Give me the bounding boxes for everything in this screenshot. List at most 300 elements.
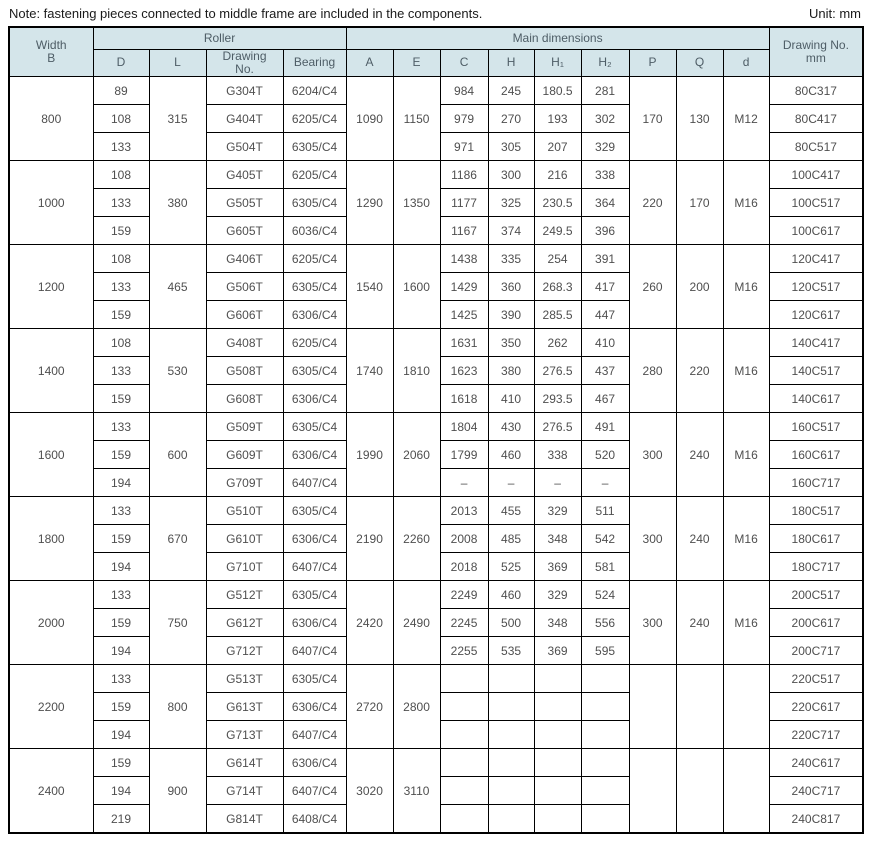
cell-c: 1177 <box>440 189 488 217</box>
cell-drawing-no: 120C417 <box>769 245 863 273</box>
cell-drawing: G814T <box>206 805 283 833</box>
cell-h2: 595 <box>581 637 629 665</box>
cell-q: 200 <box>676 245 723 329</box>
col-header-bearing: Bearing <box>283 49 346 77</box>
cell-h: 460 <box>488 581 534 609</box>
cell-h2 <box>581 665 629 693</box>
top-bar <box>8 6 862 21</box>
cell-c <box>440 777 488 805</box>
cell-l: 670 <box>149 497 206 581</box>
cell-d: 133 <box>93 133 149 161</box>
cell-d: 159 <box>93 609 149 637</box>
cell-drawing-no: 180C717 <box>769 553 863 581</box>
col-header-drawing-no: Drawing No. <box>206 49 283 77</box>
cell-h1: 207 <box>534 133 581 161</box>
cell-d: 159 <box>93 693 149 721</box>
cell-a: 3020 <box>346 749 393 833</box>
cell-c <box>440 665 488 693</box>
cell-d: 133 <box>93 189 149 217</box>
cell-d: 159 <box>93 301 149 329</box>
cell-bearing: 6305/C4 <box>283 413 346 441</box>
cell-c: 1429 <box>440 273 488 301</box>
cell-d: 159 <box>93 441 149 469</box>
cell-h2: 491 <box>581 413 629 441</box>
cell-width-b: 1600 <box>9 413 93 497</box>
cell-a: 2720 <box>346 665 393 749</box>
cell-h1 <box>534 777 581 805</box>
cell-e: 3110 <box>393 749 440 833</box>
cell-q: 240 <box>676 581 723 665</box>
cell-c: 1425 <box>440 301 488 329</box>
cell-drawing-no: 100C617 <box>769 217 863 245</box>
cell-drawing-no: 220C617 <box>769 693 863 721</box>
cell-d: 194 <box>93 637 149 665</box>
cell-c: 979 <box>440 105 488 133</box>
cell-bearing: 6407/C4 <box>283 721 346 749</box>
cell-drawing-no: 160C717 <box>769 469 863 497</box>
table-row <box>9 329 863 357</box>
col-header-d-thread: d <box>723 49 769 77</box>
cell-drawing-no: 220C517 <box>769 665 863 693</box>
cell-h: 430 <box>488 413 534 441</box>
cell-h: 485 <box>488 525 534 553</box>
cell-drawing: G504T <box>206 133 283 161</box>
cell-drawing: G710T <box>206 553 283 581</box>
cell-h2: 467 <box>581 385 629 413</box>
cell-h1: 276.5 <box>534 413 581 441</box>
table-row <box>9 497 863 525</box>
cell-a: 1740 <box>346 329 393 413</box>
col-header-width-b: Width B <box>9 27 93 77</box>
cell-drawing-no: 80C317 <box>769 77 863 105</box>
cell-drawing-no: 180C517 <box>769 497 863 525</box>
cell-drawing: G408T <box>206 329 283 357</box>
cell-c: 1167 <box>440 217 488 245</box>
cell-c: 1799 <box>440 441 488 469</box>
cell-width-b: 1200 <box>9 245 93 329</box>
cell-d: 108 <box>93 161 149 189</box>
cell-h: 305 <box>488 133 534 161</box>
cell-e: 2060 <box>393 413 440 497</box>
cell-drawing: G406T <box>206 245 283 273</box>
cell-h1: 338 <box>534 441 581 469</box>
cell-d-thread: M16 <box>723 329 769 413</box>
cell-bearing: 6205/C4 <box>283 161 346 189</box>
col-header-h1: H₁ <box>534 49 581 77</box>
cell-l: 900 <box>149 749 206 833</box>
cell-drawing: G714T <box>206 777 283 805</box>
cell-d: 133 <box>93 413 149 441</box>
cell-l: 380 <box>149 161 206 245</box>
cell-drawing: G609T <box>206 441 283 469</box>
col-header-h2: H₂ <box>581 49 629 77</box>
cell-l: 600 <box>149 413 206 497</box>
cell-bearing: 6306/C4 <box>283 525 346 553</box>
cell-h1: 276.5 <box>534 357 581 385</box>
cell-l: 750 <box>149 581 206 665</box>
cell-p <box>629 749 676 833</box>
note-text: Note: fastening pieces connected to middle frame are included in the components. <box>9 6 483 21</box>
cell-drawing: G605T <box>206 217 283 245</box>
cell-drawing: G506T <box>206 273 283 301</box>
cell-e: 2490 <box>393 581 440 665</box>
cell-drawing-no: 140C517 <box>769 357 863 385</box>
cell-e: 1150 <box>393 77 440 161</box>
cell-h1 <box>534 665 581 693</box>
cell-e: 1810 <box>393 329 440 413</box>
cell-c: 2249 <box>440 581 488 609</box>
cell-h2: 542 <box>581 525 629 553</box>
cell-h: 525 <box>488 553 534 581</box>
cell-q <box>676 749 723 833</box>
cell-p <box>629 665 676 749</box>
cell-a: 1540 <box>346 245 393 329</box>
cell-d-thread <box>723 749 769 833</box>
cell-width-b: 2000 <box>9 581 93 665</box>
cell-c <box>440 805 488 833</box>
cell-d: 194 <box>93 553 149 581</box>
table-row <box>9 749 863 777</box>
cell-h1: 369 <box>534 637 581 665</box>
cell-drawing-no: 140C417 <box>769 329 863 357</box>
table-header <box>9 27 863 77</box>
cell-h1: 329 <box>534 581 581 609</box>
cell-width-b: 1800 <box>9 497 93 581</box>
cell-d-thread: M12 <box>723 77 769 161</box>
cell-e: 1350 <box>393 161 440 245</box>
cell-bearing: 6305/C4 <box>283 665 346 693</box>
cell-drawing-no: 120C517 <box>769 273 863 301</box>
cell-h1: 254 <box>534 245 581 273</box>
col-header-p: P <box>629 49 676 77</box>
cell-drawing-no: 80C417 <box>769 105 863 133</box>
cell-d: 194 <box>93 469 149 497</box>
cell-e: 2260 <box>393 497 440 581</box>
cell-h2: 520 <box>581 441 629 469</box>
cell-c: 1438 <box>440 245 488 273</box>
cell-h1: 369 <box>534 553 581 581</box>
table-body <box>9 77 863 833</box>
cell-c: 1631 <box>440 329 488 357</box>
col-group-main-dimensions: Main dimensions <box>346 27 769 49</box>
cell-h: 410 <box>488 385 534 413</box>
cell-h2: 302 <box>581 105 629 133</box>
cell-d: 159 <box>93 385 149 413</box>
cell-c: 2255 <box>440 637 488 665</box>
cell-a: 2190 <box>346 497 393 581</box>
cell-h2: 447 <box>581 301 629 329</box>
cell-h1: 180.5 <box>534 77 581 105</box>
table-row <box>9 77 863 105</box>
cell-q: 240 <box>676 497 723 581</box>
cell-bearing: 6306/C4 <box>283 749 346 777</box>
table-row <box>9 581 863 609</box>
cell-drawing-no: 100C517 <box>769 189 863 217</box>
cell-q: 240 <box>676 413 723 497</box>
cell-p: 280 <box>629 329 676 413</box>
cell-h <box>488 693 534 721</box>
cell-h: 335 <box>488 245 534 273</box>
cell-c: 1618 <box>440 385 488 413</box>
table-row <box>9 413 863 441</box>
cell-bearing: 6306/C4 <box>283 441 346 469</box>
cell-l: 800 <box>149 665 206 749</box>
cell-h1: 216 <box>534 161 581 189</box>
cell-drawing-no: 180C617 <box>769 525 863 553</box>
cell-width-b: 1000 <box>9 161 93 245</box>
cell-bearing: 6305/C4 <box>283 497 346 525</box>
cell-drawing-no: 240C817 <box>769 805 863 833</box>
cell-bearing: 6205/C4 <box>283 329 346 357</box>
cell-c: – <box>440 469 488 497</box>
cell-d: 194 <box>93 777 149 805</box>
cell-drawing-no: 160C617 <box>769 441 863 469</box>
cell-drawing: G612T <box>206 609 283 637</box>
cell-p: 300 <box>629 413 676 497</box>
cell-drawing: G613T <box>206 693 283 721</box>
cell-h2: 417 <box>581 273 629 301</box>
cell-l: 315 <box>149 77 206 161</box>
cell-c: 1623 <box>440 357 488 385</box>
cell-d: 133 <box>93 497 149 525</box>
cell-h <box>488 805 534 833</box>
cell-h: 500 <box>488 609 534 637</box>
cell-h1: 249.5 <box>534 217 581 245</box>
cell-h: 350 <box>488 329 534 357</box>
spec-table <box>8 26 864 834</box>
cell-drawing-no: 200C617 <box>769 609 863 637</box>
cell-width-b: 1400 <box>9 329 93 413</box>
cell-h2: 391 <box>581 245 629 273</box>
cell-drawing: G606T <box>206 301 283 329</box>
cell-a: 1990 <box>346 413 393 497</box>
cell-c: 2245 <box>440 609 488 637</box>
cell-d: 133 <box>93 665 149 693</box>
cell-drawing: G608T <box>206 385 283 413</box>
cell-h1: 329 <box>534 497 581 525</box>
cell-drawing: G505T <box>206 189 283 217</box>
cell-drawing: G405T <box>206 161 283 189</box>
col-header-q: Q <box>676 49 723 77</box>
cell-h1: 268.3 <box>534 273 581 301</box>
col-header-d: D <box>93 49 149 77</box>
cell-d-thread: M16 <box>723 497 769 581</box>
cell-h: 374 <box>488 217 534 245</box>
cell-drawing-no: 80C517 <box>769 133 863 161</box>
col-header-c: C <box>440 49 488 77</box>
cell-bearing: 6407/C4 <box>283 469 346 497</box>
cell-h2: 410 <box>581 329 629 357</box>
cell-drawing-no: 240C717 <box>769 777 863 805</box>
cell-h <box>488 665 534 693</box>
col-header-l: L <box>149 49 206 77</box>
cell-h2: 524 <box>581 581 629 609</box>
cell-drawing-no: 160C517 <box>769 413 863 441</box>
cell-d-thread: M16 <box>723 161 769 245</box>
cell-h: 535 <box>488 637 534 665</box>
cell-c: 2013 <box>440 497 488 525</box>
cell-p: 300 <box>629 581 676 665</box>
cell-h: 460 <box>488 441 534 469</box>
cell-h: 245 <box>488 77 534 105</box>
cell-h: – <box>488 469 534 497</box>
cell-bearing: 6306/C4 <box>283 385 346 413</box>
cell-e: 2800 <box>393 665 440 749</box>
cell-drawing: G404T <box>206 105 283 133</box>
col-group-roller: Roller <box>93 27 346 49</box>
cell-l: 530 <box>149 329 206 413</box>
cell-width-b: 800 <box>9 77 93 161</box>
cell-d: 89 <box>93 77 149 105</box>
cell-c: 1804 <box>440 413 488 441</box>
cell-e: 1600 <box>393 245 440 329</box>
cell-bearing: 6305/C4 <box>283 133 346 161</box>
cell-h: 300 <box>488 161 534 189</box>
cell-c <box>440 721 488 749</box>
cell-h2: 396 <box>581 217 629 245</box>
cell-d-thread: M16 <box>723 245 769 329</box>
cell-h1: 285.5 <box>534 301 581 329</box>
cell-h1: 262 <box>534 329 581 357</box>
cell-width-b: 2200 <box>9 665 93 749</box>
table-row <box>9 161 863 189</box>
cell-c <box>440 693 488 721</box>
cell-bearing: 6407/C4 <box>283 553 346 581</box>
cell-h <box>488 721 534 749</box>
cell-p: 220 <box>629 161 676 245</box>
cell-d: 133 <box>93 581 149 609</box>
cell-drawing-no: 200C717 <box>769 637 863 665</box>
cell-h: 325 <box>488 189 534 217</box>
cell-drawing: G512T <box>206 581 283 609</box>
cell-p: 260 <box>629 245 676 329</box>
cell-h: 360 <box>488 273 534 301</box>
cell-drawing-no: 100C417 <box>769 161 863 189</box>
unit-label: Unit: mm <box>809 6 861 21</box>
cell-drawing: G614T <box>206 749 283 777</box>
cell-bearing: 6306/C4 <box>283 301 346 329</box>
cell-h: 380 <box>488 357 534 385</box>
cell-h1 <box>534 749 581 777</box>
cell-drawing: G712T <box>206 637 283 665</box>
cell-d: 159 <box>93 749 149 777</box>
cell-h2: 364 <box>581 189 629 217</box>
cell-d-thread: M16 <box>723 581 769 665</box>
cell-d: 133 <box>93 273 149 301</box>
cell-d: 108 <box>93 329 149 357</box>
cell-drawing-no: 120C617 <box>769 301 863 329</box>
cell-a: 1290 <box>346 161 393 245</box>
cell-h2 <box>581 805 629 833</box>
cell-d-thread: M16 <box>723 413 769 497</box>
cell-h2: 281 <box>581 77 629 105</box>
cell-h1: 230.5 <box>534 189 581 217</box>
cell-h2: 511 <box>581 497 629 525</box>
cell-c: 971 <box>440 133 488 161</box>
cell-bearing: 6205/C4 <box>283 105 346 133</box>
cell-d: 159 <box>93 525 149 553</box>
cell-drawing-no: 240C617 <box>769 749 863 777</box>
cell-h: 390 <box>488 301 534 329</box>
cell-drawing-no: 220C717 <box>769 721 863 749</box>
cell-p: 300 <box>629 497 676 581</box>
cell-bearing: 6204/C4 <box>283 77 346 105</box>
cell-h1: 348 <box>534 609 581 637</box>
cell-q: 130 <box>676 77 723 161</box>
cell-bearing: 6306/C4 <box>283 609 346 637</box>
cell-q: 170 <box>676 161 723 245</box>
cell-drawing: G610T <box>206 525 283 553</box>
cell-c <box>440 749 488 777</box>
cell-bearing: 6036/C4 <box>283 217 346 245</box>
cell-c: 2008 <box>440 525 488 553</box>
cell-drawing: G510T <box>206 497 283 525</box>
cell-h: 455 <box>488 497 534 525</box>
cell-h <box>488 777 534 805</box>
cell-l: 465 <box>149 245 206 329</box>
cell-drawing: G304T <box>206 77 283 105</box>
cell-q <box>676 665 723 749</box>
cell-d: 133 <box>93 357 149 385</box>
cell-q: 220 <box>676 329 723 413</box>
col-header-h: H <box>488 49 534 77</box>
cell-a: 2420 <box>346 581 393 665</box>
cell-d-thread <box>723 665 769 749</box>
cell-h1 <box>534 693 581 721</box>
cell-drawing: G508T <box>206 357 283 385</box>
col-header-a: A <box>346 49 393 77</box>
cell-drawing-no: 140C617 <box>769 385 863 413</box>
cell-h: 270 <box>488 105 534 133</box>
cell-bearing: 6408/C4 <box>283 805 346 833</box>
cell-h1: 348 <box>534 525 581 553</box>
cell-d: 108 <box>93 245 149 273</box>
cell-h1 <box>534 805 581 833</box>
cell-drawing-no: 200C517 <box>769 581 863 609</box>
cell-bearing: 6305/C4 <box>283 357 346 385</box>
cell-a: 1090 <box>346 77 393 161</box>
col-header-drawing-no-mm: Drawing No. mm <box>769 27 863 77</box>
cell-bearing: 6305/C4 <box>283 189 346 217</box>
cell-bearing: 6305/C4 <box>283 273 346 301</box>
cell-d: 194 <box>93 721 149 749</box>
cell-drawing: G509T <box>206 413 283 441</box>
cell-h2: 338 <box>581 161 629 189</box>
cell-h1 <box>534 721 581 749</box>
cell-h2 <box>581 721 629 749</box>
cell-h2 <box>581 749 629 777</box>
cell-c: 984 <box>440 77 488 105</box>
cell-h2: 556 <box>581 609 629 637</box>
cell-h2: 437 <box>581 357 629 385</box>
cell-bearing: 6407/C4 <box>283 637 346 665</box>
cell-bearing: 6305/C4 <box>283 581 346 609</box>
cell-h <box>488 749 534 777</box>
cell-h1: 293.5 <box>534 385 581 413</box>
cell-bearing: 6407/C4 <box>283 777 346 805</box>
table-row <box>9 665 863 693</box>
col-header-e: E <box>393 49 440 77</box>
cell-p: 170 <box>629 77 676 161</box>
cell-h2: 581 <box>581 553 629 581</box>
cell-h1: 193 <box>534 105 581 133</box>
cell-d: 219 <box>93 805 149 833</box>
cell-c: 2018 <box>440 553 488 581</box>
cell-d: 159 <box>93 217 149 245</box>
cell-h2: – <box>581 469 629 497</box>
cell-width-b: 2400 <box>9 749 93 833</box>
cell-h2: 329 <box>581 133 629 161</box>
